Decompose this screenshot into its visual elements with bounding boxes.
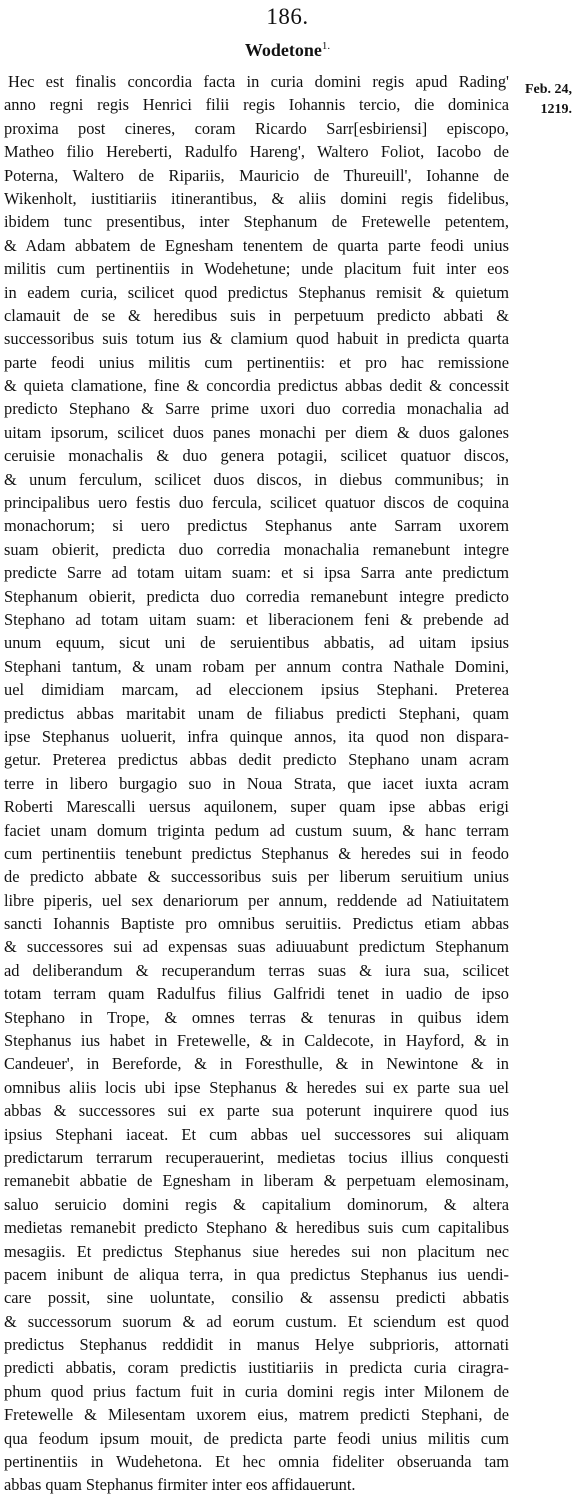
text-line: predictus abbas maritabit unam de filiabus predicti Stephani, quam [4,703,509,723]
text-line: uel dimidiam marcam, ad eleccionem ipsius Stephani. Preterea [4,680,509,700]
text-line: unum equum, sicut uni de seruientibus abbatis, ad uitam ipsius [4,633,509,653]
text-line: predictarum terrarum recuperauerint, medietas tocius illius conquesti [4,1147,509,1167]
text-line: sancti Iohannis Baptiste pro omnibus seruitiis. Predictus etiam abbas [4,914,509,934]
text-line: ipse Stephanus uoluerit, infra quinque annos, ita quod non dispara- [4,726,509,746]
text-line: in eadem curia, scilicet quod predictus Stephanus remisit & quietum [4,282,509,302]
text-line: qua feodum ipsum mouit, de predicta parte feodi unius militis cum [4,1428,509,1448]
text-line: & unum ferculum, scilicet duos discos, in diebus communibus; in [4,469,509,489]
text-line: mesagiis. Et predictus Stephanus siue heredes sui non placitum nec [4,1241,509,1261]
text-line: Stephanus ius habet in Fretewelle, & in Caldecote, in Hayford, & in [4,1031,509,1051]
text-line: abbas quam Stephanus firmiter inter eos affidauerunt. [4,1475,356,1495]
text-line: parte feodi unius militis cum pertinentiis: et pro hac remissione [4,352,509,372]
text-line: cum pertinentiis tenebunt predictus Stephanus & heredes sui in feodo [4,843,509,863]
text-line: ipsius Stephani iaceat. Et cum abbas uel successores sui aliquam [4,1124,509,1144]
text-line: predictus Stephanus reddidit in manus Helye subprioris, attornati [4,1335,509,1355]
text-line: & Adam abbatem de Egnesham tenentem de quarta parte feodi unius [4,235,509,255]
text-line: predicti abbatis, coram predictis iustitiariis in predicta curia ciragra- [4,1358,509,1378]
text-line: predicto Stephano & Sarre prime uxori duo corredia monachalia ad [4,399,509,419]
text-line: suam obierit, predicta duo corredia monachalia remanebunt integre [4,539,509,559]
text-line: predicte Sarre ad totam uitam suam: et si ipsa Sarra ante predictum [4,563,509,583]
text-line: terre in libero burgagio suo in Noua Strata, que iacet iuxta acram [4,773,509,793]
charter-title: Wodetone [244,40,322,60]
text-line: getur. Preterea predictus abbas dedit predicto Stephano unam acram [4,750,509,770]
margin-date-note [510,80,572,120]
text-line: omnibus aliis locis ubi ipse Stephanus & heredes sui ex parte sua uel [4,1077,509,1097]
text-line: militis cum pertinentiis in Wodehetune; unde placitum fuit inter eos [4,259,509,279]
text-line: Stephanum obierit, predicta duo corredia remanebunt integre predicto [4,586,509,606]
charter-heading [0,40,575,61]
text-line: Poterna, Waltero de Ripariis, Mauricio de Thureuill', Iohanne de [4,165,509,185]
text-line: ceruisie monachalis & duo genera potagii, scilicet quatuor discos, [4,446,509,466]
text-line: faciet unam domum triginta pedum ad custum suum, & hanc terram [4,820,509,840]
text-line: Stephano ad totam uitam suam: et liberacionem feni & prebende ad [4,609,509,629]
text-line: uitam ipsorum, scilicet duos panes monachi per diem & duos galones [4,422,509,442]
text-line: pacem inibunt de aliqua terra, in qua predictus Stephanus ius uendi- [4,1264,509,1284]
text-line: Stephani tantum, & unam robam per annum contra Nathale Domini, [4,656,509,676]
text-line: Stephano in Trope, & omnes terras & tenuras in quibus idem [4,1007,509,1027]
text-line: pertinentiis in Wudehetona. Et hec omnia fideliter obseruanda tam [4,1452,509,1472]
text-line: remanebit abbatie de Egnesham in liberam & perpetuam elemosinam, [4,1171,509,1191]
text-line: proxima post cineres, coram Ricardo Sarr[esbiriensi] episcopo, [4,118,509,138]
footnote-marker: 1. [321,40,331,52]
text-line: clamauit de se & heredibus suis in perpetuum predicto abbati & [4,305,509,325]
text-line: saluo seruicio domini regis & capitalium dominorum, & altera [4,1194,509,1214]
margin-year: 1219. [540,102,572,117]
text-line: Fretewelle & Milesentam uxorem eius, matrem predicti Stephani, de [4,1405,509,1425]
text-line: abbas & successores sui ex parte sua poterunt inquirere quod ius [4,1101,509,1121]
text-line: & successorum suorum & ad eorum custum. Et sciendum est quod [4,1311,509,1331]
text-line: anno regni regis Henrici filii regis Iohannis tercio, die dominica [4,95,509,115]
text-line: Candeuer', in Bereforde, & in Foresthulle, & in Newintone & in [4,1054,509,1074]
text-line: totam terram quam Radulfus filius Galfridi tenet in uadio de ipso [4,984,509,1004]
text-line: Hec est finalis concordia facta in curia domini regis apud Rading' [8,72,509,91]
text-line: phum quod prius factum fuit in curia domini regis inter Milonem de [4,1381,509,1401]
text-line: care possit, sine uoluntate, consilio & assensu predicti abbatis [4,1288,509,1308]
charter-text [4,70,509,1497]
text-line: Wikenholt, iustitiariis itinerantibus, & aliis domini regis fidelibus, [4,188,509,208]
text-line: Matheo filio Hereberti, Radulfo Hareng', Waltero Foliot, Iacobo de [4,142,509,162]
margin-date: Feb. 24, [524,82,572,97]
text-line: principalibus uero festis duo fercula, scilicet quatuor discos de coquina [4,493,509,513]
text-line: libre piperis, uel sex denariorum per annum, reddende ad Natiuitatem [4,890,509,910]
text-line: & successores sui ad expensas suas adiuuabunt predictum Stephanum [4,937,509,957]
text-line: ad deliberandum & recuperandum terras suas & iura sua, scilicet [4,960,509,980]
text-line: medietas remanebit predicto Stephano & heredibus suis cum capitalibus [4,1218,509,1238]
page-number: 186. [266,4,309,29]
text-line: monachorum; si uero predictus Stephanus ante Sarram uxorem [4,516,509,536]
text-line: & quieta clamatione, fine & concordia predictus abbas dedit & concessit [4,376,509,396]
text-line: Roberti Marescalli uersus aquilonem, super quam ipse abbas erigi [4,797,509,817]
text-line: successoribus suis totum ius & clamium quod habuit in predicta quarta [4,329,509,349]
text-line: ibidem tunc presentibus, inter Stephanum de Fretewelle petentem, [4,212,509,232]
text-line: de predicto abbate & successoribus suis per liberum seruitium unius [4,867,509,887]
